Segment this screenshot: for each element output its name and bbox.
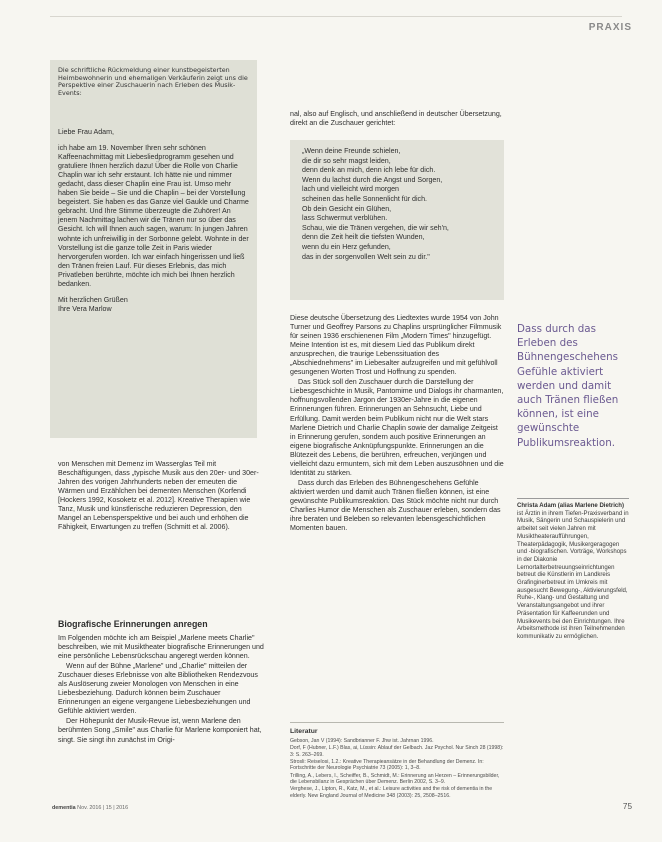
middle-top-text (290, 110, 504, 129)
quote-line: denn die Zeit heilt die tiefsten Wunden, (302, 233, 425, 242)
quote-line: die dir so sehr magst leiden, (302, 156, 391, 165)
left-column-body (58, 634, 264, 746)
middle-paragraph: Dass durch das Erleben des Bühnengeschehens Gefühle aktiviert werden und damit auch Tränen fließen können, ist eine gewünschte Publikumsreaktion. Das Stück möchte nicht nur durch Charlies Humor die Menschen als Zuschauer erleben, sondern das ihre beraten und Beleben so relevanten lebensgeschichtlichen Momenten bauen. (290, 478, 501, 533)
middle-main-text (290, 314, 504, 534)
quote-line: das in der sorgenvollen Welt sein zu dir." (302, 252, 430, 261)
letter-closing: Mit herzlichen Grüßen (58, 295, 128, 304)
literature-item: Strosli: Reiselosi, 1.2.: Kreative Therapieansätze in der Behandlung der Demenz. In: Fortschritte der Neurologie Psychiatrie 73 (2005): 1, 3–8. (290, 759, 484, 772)
literature-item: Trilling, A., Lebers, I., Scheiffer, B., Schmidt, M.: Erinnerung an Herzen – Erinnerungsbilder, die Lebensbilanz in Gesprächen über Demenz. Berlin 2002, S. 3–9. (290, 772, 500, 786)
author-bio-text: ist Ärztin in ihrem Tiefen-Praxisverband in Musik, Sängerin und Schauspielerin und arbeitet seit vielen Jahren mit Musiktheateraufführungen, Theaterpädagogik, Musikergeragogen und -biografischen. Vorträge, Workshops in der Diakonie Lernortalterbetreuungseinrichtungen betreut die Künstlerin im Landkreis Grafinginerbetreut im Umkreis mit ausgesucht Bewegung-, Aktivierungsfeld, Ruhe-, Klang- und Gestaltung und Veranstaltungsangebot und ihrer Präsentation für Kaffeerunden und Musikevents bei den Einrichtungen. Ihre Arbeitsmethode ist ihren Teilnehmenden kommunikativ zu ermöglichen. (517, 510, 629, 640)
left-paragraph: Im Folgenden möchte ich am Beispiel „Marlene meets Charlie" beschreiben, wie mit Musiktheater biografische Erinnerungen und eine persönliche Lebensrückschau angeregt werden können. (58, 634, 264, 661)
pull-quote: Dass durch das Erleben des Bühnengeschehens Gefühle aktiviert werden und damit auch Tränen fließen können, ist eine gewünschte Publikumsreaktion. (517, 323, 619, 449)
left-paragraph: Der Höhepunkt der Musik-Revue ist, wenn Marlene den berühmten Song „Smile" aus Charlie für Marlene komponiert hat, singt. Sie singt ihn zunächst im Origi- (58, 717, 262, 744)
quote-line: lass Schwermut verblühen. (302, 214, 388, 223)
quote-line: lach und vielleicht wird morgen (302, 185, 399, 194)
letter-signature: Ihre Vera Marlow (58, 304, 112, 313)
left-paragraph: Wenn auf der Bühne „Marlene" und „Charlie" mitteilen der Zuschauer dieses Erlebnisse von alte Bibliotheken Rendezvous als Auslöserung zweier Monologen von Menschen in eine Liebesbeziehung. Dadurch können beim Zuschauer Erinnerungen an eigene vergangene Liebesbeziehungen und Gefühle aktiviert werden. (58, 662, 258, 716)
section-label: PRAXIS (588, 22, 632, 33)
quote-line: Schau, wie die Tränen vergehen, die wir seh'n, (302, 223, 449, 232)
magazine-name: dementia (52, 805, 76, 811)
quote-line: denn denk an mich, denn ich lebe für dich. (302, 166, 436, 175)
letter-intro: Die schriftliche Rückmeldung einer kunstbegeisterten Heimbewohnerin und ehemaligen Verkäuferin zeigt uns die Perspektive einer Zuschauerin nach Erleben des Musik-Events: (58, 66, 248, 97)
letter-text: ich habe am 19. November Ihren sehr schönen Kaffeenachmittag mit Liebesliedprogramm gesehen und gratuliere Ihnen herzlich dazu! Über die Rolle von Charlie Chaplin war ich sehr erstaunt. Ich hätte nie und nimmer gedacht, dass dieser Chaplin eine Frau ist. Umso mehr haben Sie beide – Sie und die Chaplin – bei der Vorstellung begeistert. Sie haben es das Ganze viel Gaukle und Charme gebracht. Und Ihre Stimme überzeugte die Zuhörer! An jenem Nachmittag lachen wir die Tränen nur so über das Gesicht. Ich will Ihnen auch sagen, warum: In jungen Jahren wohnte ich unfreiwillig in der Sorbonne gelebt. Wohnte in der Vorstellung ist die ganze tolle Zeit in Paris wieder hervorgerufen worden. Ich war einfach hingerissen und ließ den Tränen freien Lauf. Für dieses Erlebnis, das mich Privatleben berührte, möchte ich mich bei Ihnen herzlich bedanken. (58, 144, 249, 288)
middle-top-paragraph: nal, also auf Englisch, und anschließend in deutscher Übersetzung, direkt an die Zuschauer gerichtet: (290, 110, 502, 128)
quote-line: Ob dein Gesicht ein Glühen, (302, 204, 392, 213)
literature-heading: Literatur (290, 728, 318, 735)
bio-rule (517, 498, 629, 499)
top-rule (50, 16, 622, 17)
author-bio (517, 503, 629, 642)
letter-salutation: Liebe Frau Adam, (58, 128, 114, 136)
literature-item: Verghese, J., Lipton, R., Katz, M., et al.: Leisure activities and the risk of dementia in the elderly. New England Journal of Medicine 348 (2003): 25, 2508–2516. (290, 786, 493, 799)
middle-paragraph: Diese deutsche Übersetzung des Liedtextes wurde 1954 von John Turner und Geoffrey Parsons zu Chaplins ursprünglicher Filmmusik für seinen 1936 erschienenen Film „Modern Times" hinzugefügt. Meine Intention ist es, mit diesem Lied das Publikum direkt anzusprechen, die traurige Lebenssituation des „Abschiednehmens" im Liebesalter aufzugreifen und mit gefühlvoll gesungenen Worten Trost und Hoffnung zu spenden. (290, 314, 502, 377)
issue-info: Nov. 2016 | 15 | 2016 (77, 805, 129, 811)
literature-item: Dorf, F (Hubner, L.F.) Blas, ai, Lüssin: Ablauf der Gelbach. Jaz Psychol. Nur Sinch 28 (1998): 3: S. 263–269. (290, 745, 504, 758)
quote-line: „Wenn deine Freunde schielen, (302, 147, 401, 155)
letter-body (58, 128, 250, 321)
page-number: 75 (622, 802, 632, 811)
literature-rule (290, 722, 504, 723)
left-column-text (58, 460, 264, 533)
quote-line: Wenn du lachst durch die Angst und Sorgen, (302, 175, 443, 184)
song-quote (302, 147, 498, 262)
left-intro-paragraph: von Menschen mit Demenz im Wasserglas Teil mit Beschäftigungen, dass „typische Musik aus den 20er- und 30er-Jahren des vorigen Jahrhunderts neben der erneuten die Wärmen und Erzählchen bei dementen Menschen (Korfendi [Hockers 1992, Kosoketz et al. 2012]. Kreative Therapien wie Tanz, Musik und künstlerische reduzieren Depression, den Mangel an Lebensperspektive und bei auch und erhöhen die Fähigkeit, Erwartungen zu treffen (Schmitt et al. 2006). (58, 460, 259, 532)
middle-paragraph: Das Stück soll den Zuschauer durch die Darstellung der Liebesgeschichte in Musik, Pantomime und Dialogs ihr charmanten, hoffnungsvollenden Jargon der 1930er-Jahre in die eigenen Erinnerungen führen. Erinnerungen an Sehnsucht, Liebe und Erfüllung. Damit werden beim Publikum nicht nur die Welt stars Marlene Dietrich und Charlie Chaplin sowie der damalige Zeitgeist in Erinnerung gerufen, sondern auch positive Erinnerungen an eigene biografische Anknüpfungspunkte. Erinnerungen an die Blütezeit des Lebens, die berühren, erfreuchen, verjüngen und vielleicht dazu ermuntern, sich mit dem Leben auszusöhnen und die Identität zu stärken. (290, 378, 504, 477)
literature-item: Gebson, Jan V (1994): Sandbrianner F. Jhw ist. Jahrnan 1996. (290, 738, 434, 744)
quote-line: scheinen das helle Sonnenlicht für dich. (302, 194, 428, 203)
literature-list (290, 738, 504, 800)
quote-line: wenn du ein Herz gefunden, (302, 242, 391, 251)
author-name: Christa Adam (alias Marlene Dietrich) (517, 503, 624, 509)
footer-info (52, 805, 128, 811)
subheading: Biografische Erinnerungen anregen (58, 619, 208, 629)
